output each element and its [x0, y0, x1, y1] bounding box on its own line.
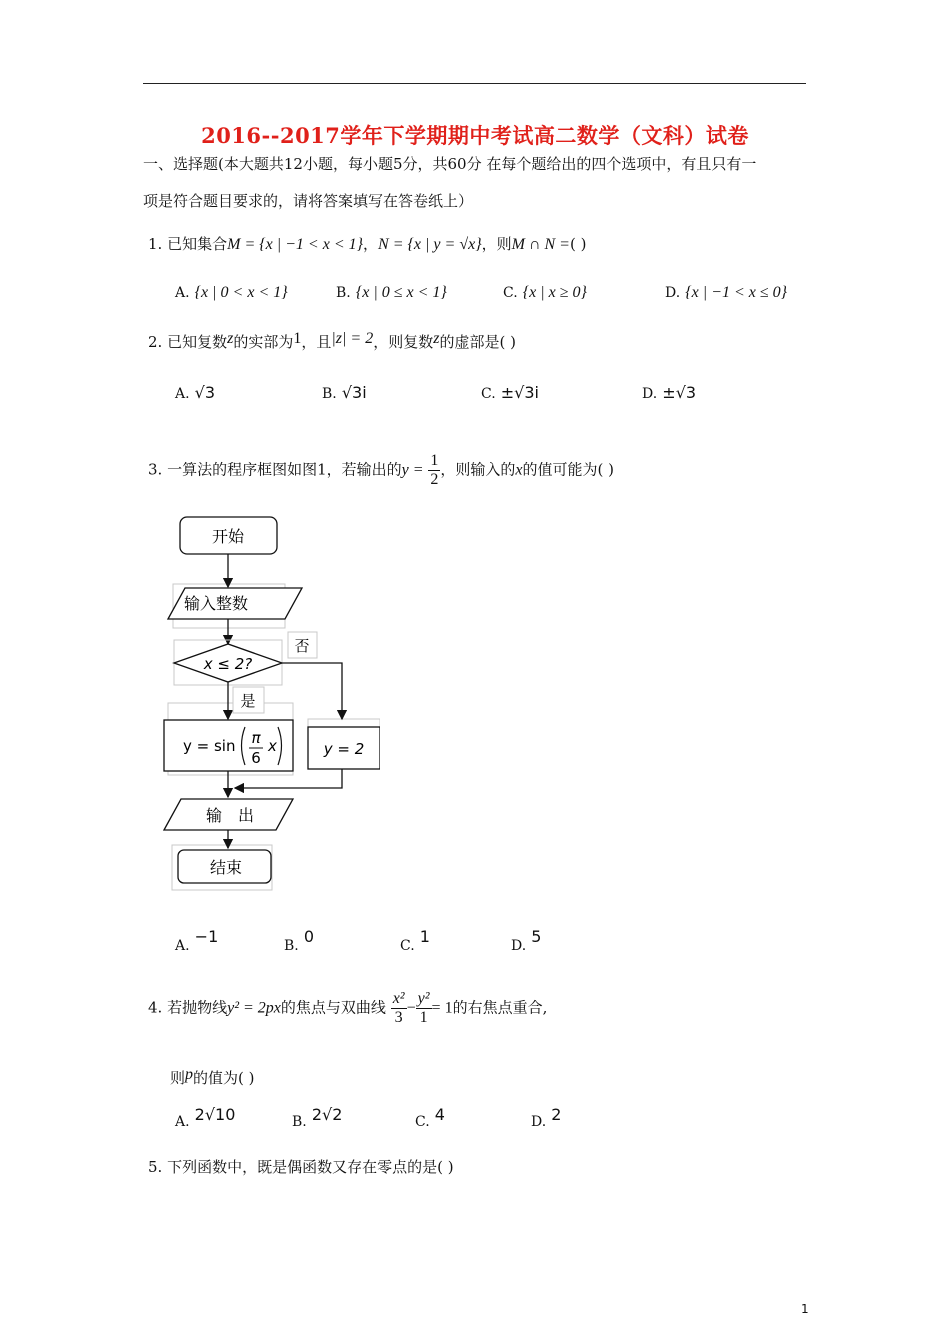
q4-option-c: C. 4: [415, 1105, 445, 1130]
question-4: 4. 若抛物线y² = 2px的焦点与双曲线 $\frac{\text{x²}}{3}$ − $\frac{\text{y²}}{1}$ = 1的右焦点重合,: [148, 990, 548, 1026]
flow-sin-lhs: y = sin: [183, 737, 236, 755]
question-3: 3. 一算法的程序框图如图1，若输出的y = $\frac{1}{2}$ ，则输入的x的值可能为( ): [148, 452, 614, 488]
flow-y2-label: y = 2: [323, 740, 365, 758]
q3-option-b: B. 0: [284, 927, 315, 954]
q4-frac-x: $\frac{\text{x²}}{3}$: [392, 990, 405, 1026]
exam-title: 2016--2017学年下学期期中考试高二数学（文科）试卷: [201, 123, 749, 148]
question-5: 5. 下列函数中，既是偶函数又存在零点的是( ): [148, 1158, 454, 1176]
flow-output-label: 输 出: [205, 806, 255, 825]
question-2: 2. 已知复数z的实部为1，且|z| = 2，则复数z的虚部是( ): [148, 330, 516, 351]
q1-comma: ，: [363, 235, 379, 253]
q3-option-a: A. −1: [175, 927, 219, 954]
q2-option-c: C. ±√3i: [481, 383, 539, 402]
q2-option-d: D. ±√3: [642, 383, 697, 402]
flowchart: [150, 505, 380, 900]
section-heading-line2: 项是符合题目要求的，请将答案填写在答卷纸上）: [143, 192, 474, 210]
q2-option-a: A. √3: [175, 383, 216, 402]
q1-expr: M ∩ N =: [511, 236, 570, 253]
q4-option-b: B. 2√2: [292, 1105, 343, 1130]
flow-input-label: 输入整数: [183, 594, 249, 613]
q3-fraction: $\frac{1}{2}$: [430, 452, 439, 488]
q1-option-c: C. {x | x ≥ 0}: [503, 284, 587, 301]
flow-x: x: [268, 737, 277, 755]
flow-no-label: 否: [294, 637, 310, 655]
q1-option-d: D. {x | −1 < x ≤ 0}: [665, 284, 788, 301]
flow-end-label: 结束: [209, 858, 243, 877]
q1-paren: ( ): [569, 235, 587, 253]
q1-suffix: ，则: [481, 235, 512, 253]
flow-start-label: 开始: [211, 527, 245, 546]
header-rule: [143, 83, 806, 84]
q3-option-c: C. 1: [400, 927, 430, 954]
q4-frac-y: $\frac{\text{y²}}{1}$: [417, 990, 430, 1026]
q4-option-a: A. 2√10: [175, 1105, 236, 1130]
section-heading-line1: 一、选择题(本大题共12小题，每小题5分，共60分 在每个题给出的四个选项中，有且只有一: [143, 155, 757, 173]
q1-number: 1.: [148, 235, 163, 253]
question-1: [148, 233, 586, 254]
q4-option-d: D. 2: [531, 1105, 562, 1130]
q3-option-d: D. 5: [511, 927, 542, 954]
q1-prefix: 已知集合: [167, 235, 228, 253]
page-number: 1: [801, 1302, 809, 1316]
q1-set-m: M = {x | −1 < x < 1}: [227, 236, 364, 253]
q1-option-a: A. {x | 0 < x < 1}: [175, 284, 288, 301]
flow-pi: π: [251, 729, 261, 747]
flow-condition-label: x ≤ 2?: [203, 655, 253, 673]
q2-option-b: B. √3i: [322, 383, 367, 402]
flow-six: 6: [251, 749, 261, 767]
q1-set-n: N = {x | y = √x}: [378, 236, 482, 253]
q1-option-b: B. {x | 0 ≤ x < 1}: [336, 284, 447, 301]
question-4-line2: 则p的值为( ): [170, 1066, 255, 1087]
flow-yes-label: 是: [240, 692, 256, 710]
